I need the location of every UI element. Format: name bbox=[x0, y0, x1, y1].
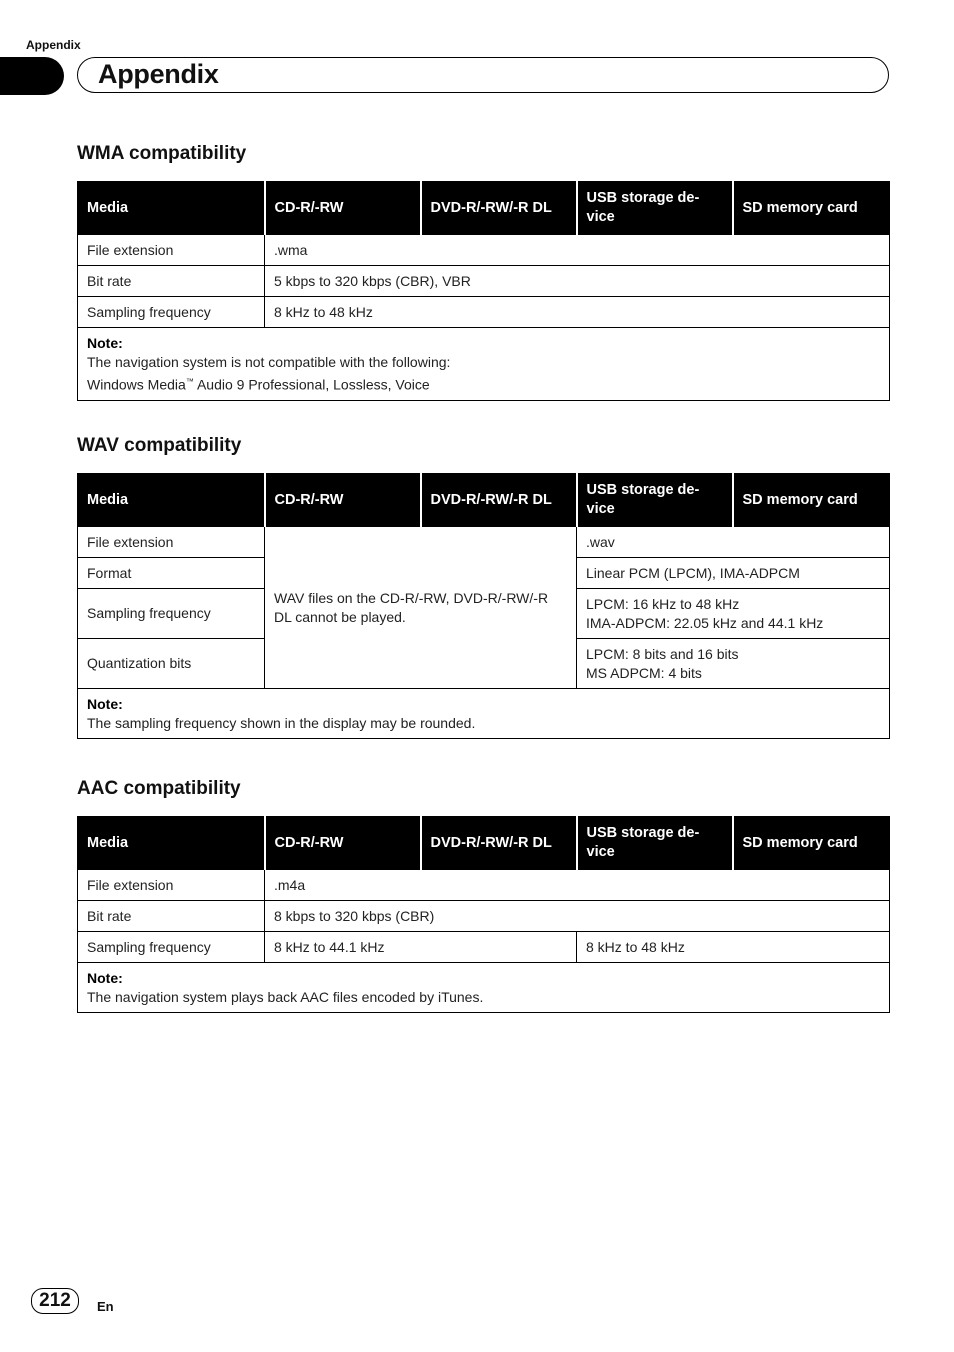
table-row bbox=[78, 901, 890, 932]
header-usb: USB storage de-vice bbox=[577, 474, 733, 527]
wav-section-title: WAV compatibility bbox=[77, 435, 242, 456]
row-value: 5 kbps to 320 kbps (CBR), VBR bbox=[265, 266, 890, 297]
note-cell bbox=[78, 689, 890, 739]
page-title-box bbox=[77, 57, 889, 93]
table-header-row bbox=[78, 182, 890, 235]
table-row bbox=[78, 297, 890, 328]
trademark-symbol: ™ bbox=[185, 377, 194, 386]
row-value: .m4a bbox=[265, 870, 890, 901]
header-media: Media bbox=[78, 817, 265, 870]
note-label: Note: bbox=[87, 970, 123, 986]
table-row bbox=[78, 266, 890, 297]
row-label: File extension bbox=[78, 870, 265, 901]
section-tab-marker bbox=[0, 57, 64, 95]
value-line: IMA-ADPCM: 22.05 kHz and 44.1 kHz bbox=[586, 614, 824, 631]
row-value: .wav bbox=[577, 527, 890, 558]
note-text-line2 bbox=[87, 372, 880, 395]
wma-compatibility-table bbox=[77, 181, 890, 401]
header-cd: CD-R/-RW bbox=[265, 182, 421, 235]
value-line: MS ADPCM: 4 bits bbox=[586, 664, 702, 681]
row-value: 8 kbps to 320 kbps (CBR) bbox=[265, 901, 890, 932]
row-value: 8 kHz to 48 kHz bbox=[265, 297, 890, 328]
note-row bbox=[78, 328, 890, 401]
header-dvd: DVD-R/-RW/-R DL bbox=[421, 474, 577, 527]
unsupported-media-cell: WAV files on the CD-R/-RW, DVD-R/-RW/-R DL cannot be played. bbox=[265, 527, 577, 689]
wav-compatibility-table bbox=[77, 473, 890, 739]
note-label: Note: bbox=[87, 696, 123, 712]
table-header-row bbox=[78, 474, 890, 527]
row-label: Quantization bits bbox=[78, 639, 265, 689]
row-label: Sampling frequency bbox=[78, 297, 265, 328]
table-row bbox=[78, 870, 890, 901]
note-row bbox=[78, 689, 890, 739]
row-label: File extension bbox=[78, 235, 265, 266]
note-cell bbox=[78, 328, 890, 401]
page-title: Appendix bbox=[98, 59, 219, 89]
table-row bbox=[78, 527, 890, 558]
table-row bbox=[78, 932, 890, 963]
aac-compatibility-table bbox=[77, 816, 890, 1013]
note-text: The sampling frequency shown in the display may be rounded. bbox=[87, 715, 476, 731]
note-cell bbox=[78, 963, 890, 1013]
header-cd: CD-R/-RW bbox=[265, 817, 421, 870]
note-text-part: Audio 9 Professional, Lossless, Voice bbox=[193, 376, 430, 393]
table-header-row bbox=[78, 817, 890, 870]
row-value bbox=[577, 639, 890, 689]
running-header: Appendix bbox=[26, 38, 81, 52]
header-cd: CD-R/-RW bbox=[265, 474, 421, 527]
page-number: 212 bbox=[31, 1288, 79, 1314]
table-row bbox=[78, 235, 890, 266]
value-line: LPCM: 16 kHz to 48 kHz bbox=[586, 595, 740, 612]
row-label: Sampling frequency bbox=[78, 932, 265, 963]
row-label: Bit rate bbox=[78, 266, 265, 297]
row-value: .wma bbox=[265, 235, 890, 266]
value-line: LPCM: 8 bits and 16 bits bbox=[586, 645, 739, 662]
row-value-usb-sd: 8 kHz to 48 kHz bbox=[577, 932, 890, 963]
row-value-cd-dvd: 8 kHz to 44.1 kHz bbox=[265, 932, 577, 963]
header-dvd: DVD-R/-RW/-R DL bbox=[421, 817, 577, 870]
aac-section-title: AAC compatibility bbox=[77, 778, 241, 799]
header-media: Media bbox=[78, 474, 265, 527]
wma-section-title: WMA compatibility bbox=[77, 143, 247, 164]
header-sd: SD memory card bbox=[733, 182, 890, 235]
note-text: The navigation system is not compatible with the following: bbox=[87, 354, 451, 370]
note-row bbox=[78, 963, 890, 1013]
row-value bbox=[577, 589, 890, 639]
header-media: Media bbox=[78, 182, 265, 235]
header-usb: USB storage de-vice bbox=[577, 182, 733, 235]
row-label: Sampling frequency bbox=[78, 589, 265, 639]
row-label: File extension bbox=[78, 527, 265, 558]
row-value: Linear PCM (LPCM), IMA-ADPCM bbox=[577, 558, 890, 589]
header-dvd: DVD-R/-RW/-R DL bbox=[421, 182, 577, 235]
note-label: Note: bbox=[87, 335, 123, 351]
note-text-part: Windows Media bbox=[87, 376, 186, 393]
header-usb: USB storage de-vice bbox=[577, 817, 733, 870]
note-text: The navigation system plays back AAC files encoded by iTunes. bbox=[87, 989, 484, 1005]
header-sd: SD memory card bbox=[733, 817, 890, 870]
row-label: Format bbox=[78, 558, 265, 589]
header-sd: SD memory card bbox=[733, 474, 890, 527]
language-label: En bbox=[97, 1299, 114, 1314]
row-label: Bit rate bbox=[78, 901, 265, 932]
